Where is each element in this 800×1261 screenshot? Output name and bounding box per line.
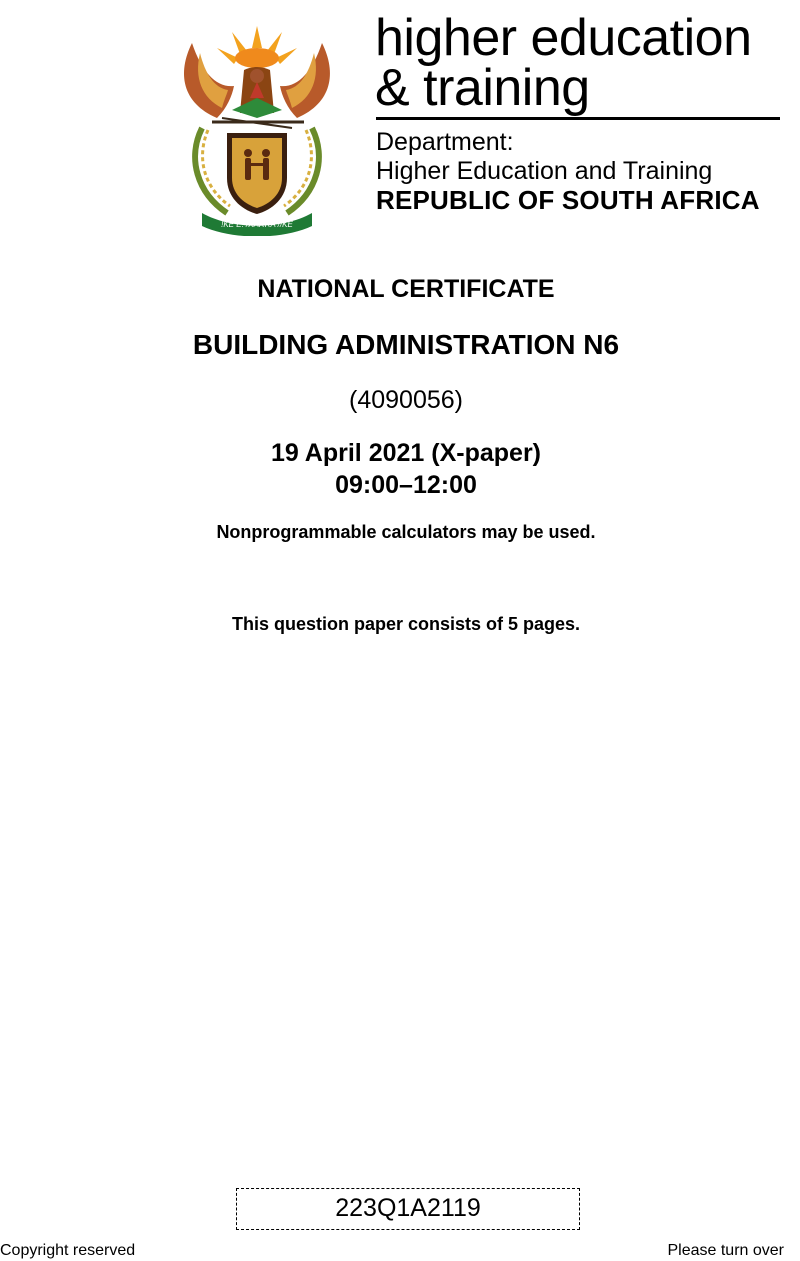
brand-title-line-1: higher education [375,9,752,67]
copyright-notice: Copyright reserved [0,1242,136,1259]
svg-text:!KE E: /XARRA //KE: !KE E: /XARRA //KE [221,220,293,229]
department-label: Department: [376,128,514,156]
paper-code: 223Q1A2119 [335,1194,481,1222]
subject-title: BUILDING ADMINISTRATION N6 [192,329,620,360]
brand-divider [376,117,780,120]
exam-time: 09:00–12:00 [335,471,477,499]
country-name: REPUBLIC OF SOUTH AFRICA [376,185,760,215]
paper-code-box [236,1188,580,1230]
brand-title-line-2: & training [375,59,590,117]
page-count-note: This question paper consists of 5 pages. [231,614,581,634]
exam-date: 19 April 2021 (X-paper) [270,439,541,467]
turn-over-notice: Please turn over [667,1242,784,1259]
department-name: Higher Education and Training [376,157,713,185]
subject-code: (4090056) [349,386,463,414]
certificate-title: NATIONAL CERTIFICATE [257,275,555,303]
calculator-note: Nonprogrammable calculators may be used. [216,522,596,542]
coat-of-arms-icon [172,18,342,236]
